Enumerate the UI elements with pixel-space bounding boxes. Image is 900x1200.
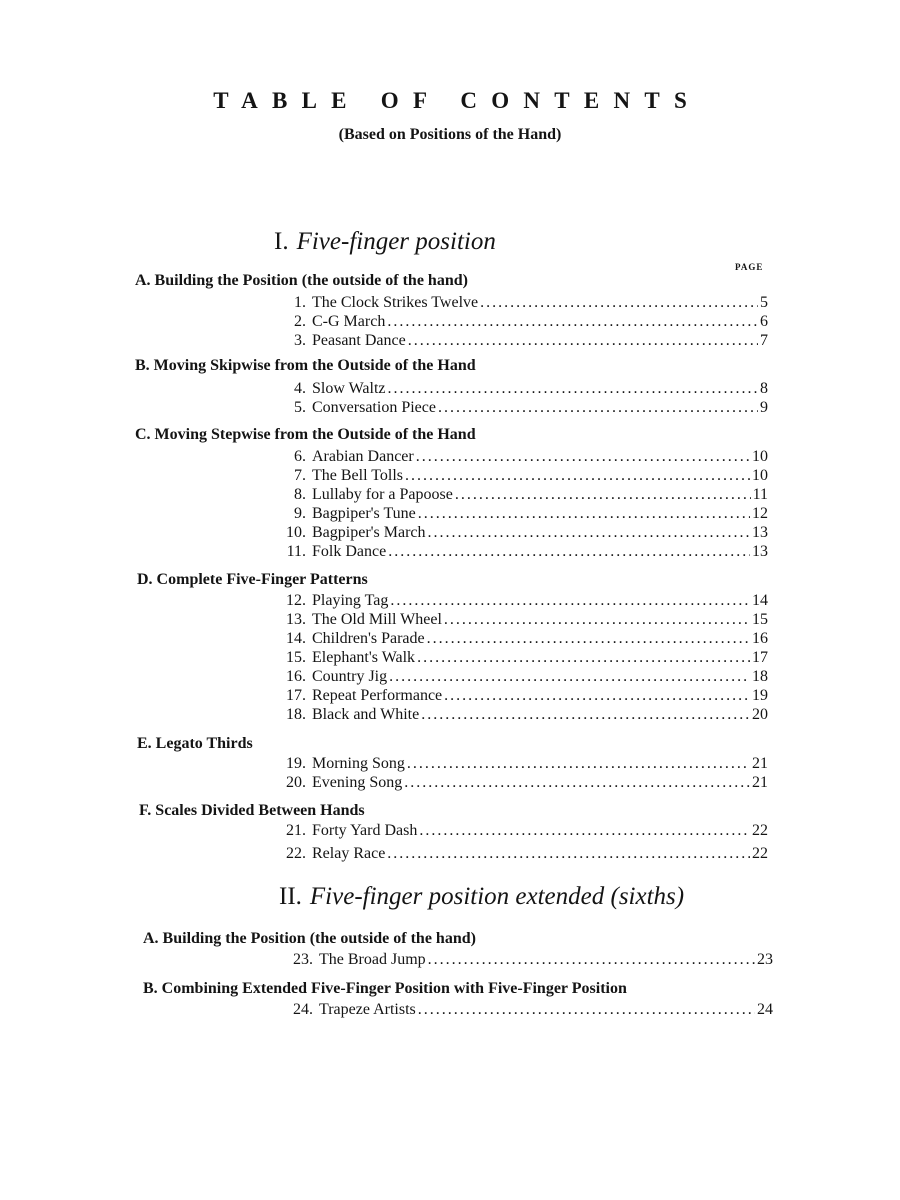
toc-entry[interactable] xyxy=(276,447,768,466)
dot-leader xyxy=(402,773,750,792)
entry-page: 19 xyxy=(752,687,768,704)
entry-number: 1. xyxy=(294,294,306,311)
entry-page: 17 xyxy=(752,649,768,666)
entry-page: 9 xyxy=(760,399,768,416)
entry-page: 8 xyxy=(760,380,768,397)
entry-page: 24 xyxy=(757,1001,773,1018)
entry-page: 15 xyxy=(752,611,768,628)
entry-title: Lullaby for a Papoose xyxy=(312,486,453,503)
entry-page: 13 xyxy=(752,543,768,560)
dot-leader xyxy=(419,705,750,724)
entry-number: 2. xyxy=(294,313,306,330)
toc-entry[interactable] xyxy=(276,648,768,667)
entry-title: Peasant Dance xyxy=(312,332,406,349)
entry-number: 21. xyxy=(286,822,306,839)
section-heading: A. Building the Position (the outside of the hand) xyxy=(143,930,476,947)
dot-leader xyxy=(406,331,758,350)
dot-leader xyxy=(415,648,750,667)
toc-entry[interactable] xyxy=(276,312,768,331)
entry-number: 13. xyxy=(286,611,306,628)
entry-title: Country Jig xyxy=(312,668,388,685)
toc-entry[interactable] xyxy=(276,686,768,705)
toc-entry[interactable] xyxy=(276,485,768,504)
entry-page: 20 xyxy=(752,706,768,723)
entry-number: 16. xyxy=(286,668,306,685)
dot-leader xyxy=(442,610,750,629)
entry-page: 21 xyxy=(752,755,768,772)
dot-leader xyxy=(478,293,758,312)
toc-entry[interactable] xyxy=(276,398,768,417)
entry-title: Conversation Piece xyxy=(312,399,436,416)
dot-leader xyxy=(436,398,758,417)
dot-leader xyxy=(426,950,755,969)
entry-number: 17. xyxy=(286,687,306,704)
entry-number: 12. xyxy=(286,592,306,609)
toc-entry[interactable] xyxy=(276,466,768,485)
dot-leader xyxy=(405,754,750,773)
entry-page: 14 xyxy=(752,592,768,609)
section-heading: A. Building the Position (the outside of the hand) xyxy=(135,272,468,289)
entry-number: 23. xyxy=(293,951,313,968)
entry-number: 5. xyxy=(294,399,306,416)
entry-title: Evening Song xyxy=(312,774,403,791)
entry-title: Arabian Dancer xyxy=(312,448,414,465)
toc-entry[interactable] xyxy=(276,379,768,398)
toc-entry[interactable] xyxy=(276,773,768,792)
entry-title: The Bell Tolls xyxy=(312,467,404,484)
dot-leader xyxy=(386,542,750,561)
entry-title: C-G March xyxy=(312,313,386,330)
entry-page: 22 xyxy=(752,845,768,862)
toc-entry[interactable] xyxy=(276,331,768,350)
toc-entry[interactable] xyxy=(276,667,768,686)
dot-leader xyxy=(442,686,750,705)
entry-number: 10. xyxy=(286,524,306,541)
toc-entry[interactable] xyxy=(276,821,768,840)
toc-entry[interactable] xyxy=(276,523,768,542)
dot-leader xyxy=(416,504,750,523)
dot-leader xyxy=(453,485,751,504)
entry-page: 6 xyxy=(760,313,768,330)
dot-leader xyxy=(414,447,750,466)
page-column-header: PAGE xyxy=(735,262,764,272)
part-title: Five-finger position xyxy=(296,228,496,255)
entry-page: 23 xyxy=(757,951,773,968)
part-numeral: I. xyxy=(274,228,289,255)
entry-number: 6. xyxy=(294,448,306,465)
entry-page: 13 xyxy=(752,524,768,541)
entry-title: Bagpiper's Tune xyxy=(312,505,416,522)
toc-entry[interactable] xyxy=(276,754,768,773)
toc-entry[interactable] xyxy=(283,950,773,969)
entry-title: Relay Race xyxy=(312,845,386,862)
entry-title: Bagpiper's March xyxy=(312,524,426,541)
entry-number: 15. xyxy=(286,649,306,666)
dot-leader xyxy=(416,1000,755,1019)
entry-number: 24. xyxy=(293,1001,313,1018)
part-heading xyxy=(274,228,496,256)
toc-entry[interactable] xyxy=(276,705,768,724)
entry-number: 14. xyxy=(286,630,306,647)
entry-page: 10 xyxy=(752,448,768,465)
entry-number: 3. xyxy=(294,332,306,349)
entry-number: 4. xyxy=(294,380,306,397)
entry-page: 16 xyxy=(752,630,768,647)
toc-entry[interactable] xyxy=(276,542,768,561)
entry-title: Slow Waltz xyxy=(312,380,386,397)
dot-leader xyxy=(403,466,750,485)
toc-entry[interactable] xyxy=(276,591,768,610)
dot-leader xyxy=(425,629,750,648)
section-heading: B. Combining Extended Five-Finger Position with Five-Finger Position xyxy=(143,980,627,997)
dot-leader xyxy=(386,379,758,398)
part-heading xyxy=(279,883,684,911)
part-numeral: II. xyxy=(279,883,302,910)
section-heading: D. Complete Five-Finger Patterns xyxy=(137,571,368,588)
entry-title: The Clock Strikes Twelve xyxy=(312,294,479,311)
entry-title: Repeat Performance xyxy=(312,687,443,704)
entry-title: Folk Dance xyxy=(312,543,387,560)
entry-number: 11. xyxy=(286,543,306,560)
entry-page: 22 xyxy=(752,822,768,839)
part-title: Five-finger position extended (sixths) xyxy=(309,883,685,910)
entry-title: Black and White xyxy=(312,706,420,723)
section-heading: F. Scales Divided Between Hands xyxy=(139,802,365,819)
dot-leader xyxy=(387,667,750,686)
entry-page: 18 xyxy=(752,668,768,685)
entry-number: 7. xyxy=(294,467,306,484)
dot-leader xyxy=(388,591,750,610)
entry-title: Forty Yard Dash xyxy=(312,822,418,839)
entry-title: Children's Parade xyxy=(312,630,425,647)
page-title: TABLE OF CONTENTS xyxy=(213,88,702,113)
section-heading: B. Moving Skipwise from the Outside of the Hand xyxy=(135,357,476,374)
page-subtitle: (Based on Positions of the Hand) xyxy=(338,126,562,143)
entry-number: 18. xyxy=(286,706,306,723)
toc-entry[interactable] xyxy=(276,610,768,629)
entry-page: 11 xyxy=(752,486,768,503)
entry-number: 19. xyxy=(286,755,306,772)
toc-entry[interactable] xyxy=(276,293,768,312)
entry-title: Playing Tag xyxy=(312,592,389,609)
toc-entry[interactable] xyxy=(276,844,768,863)
entry-page: 10 xyxy=(752,467,768,484)
dot-leader xyxy=(385,312,758,331)
entry-number: 20. xyxy=(286,774,306,791)
entry-page: 21 xyxy=(752,774,768,791)
entry-title: The Old Mill Wheel xyxy=(312,611,442,628)
entry-number: 8. xyxy=(294,486,306,503)
toc-entry[interactable] xyxy=(283,1000,773,1019)
entry-title: The Broad Jump xyxy=(319,951,426,968)
toc-entry[interactable] xyxy=(276,504,768,523)
dot-leader xyxy=(426,523,750,542)
entry-number: 9. xyxy=(294,505,306,522)
dot-leader xyxy=(385,844,750,863)
entry-number: 22. xyxy=(286,845,306,862)
dot-leader xyxy=(417,821,750,840)
entry-page: 5 xyxy=(760,294,768,311)
entry-title: Elephant's Walk xyxy=(312,649,416,666)
section-heading: E. Legato Thirds xyxy=(137,735,253,752)
entry-page: 7 xyxy=(760,332,768,349)
toc-entry[interactable] xyxy=(276,629,768,648)
entry-title: Morning Song xyxy=(312,755,405,772)
section-heading: C. Moving Stepwise from the Outside of the Hand xyxy=(135,426,476,443)
entry-title: Trapeze Artists xyxy=(319,1001,416,1018)
entry-page: 12 xyxy=(752,505,768,522)
